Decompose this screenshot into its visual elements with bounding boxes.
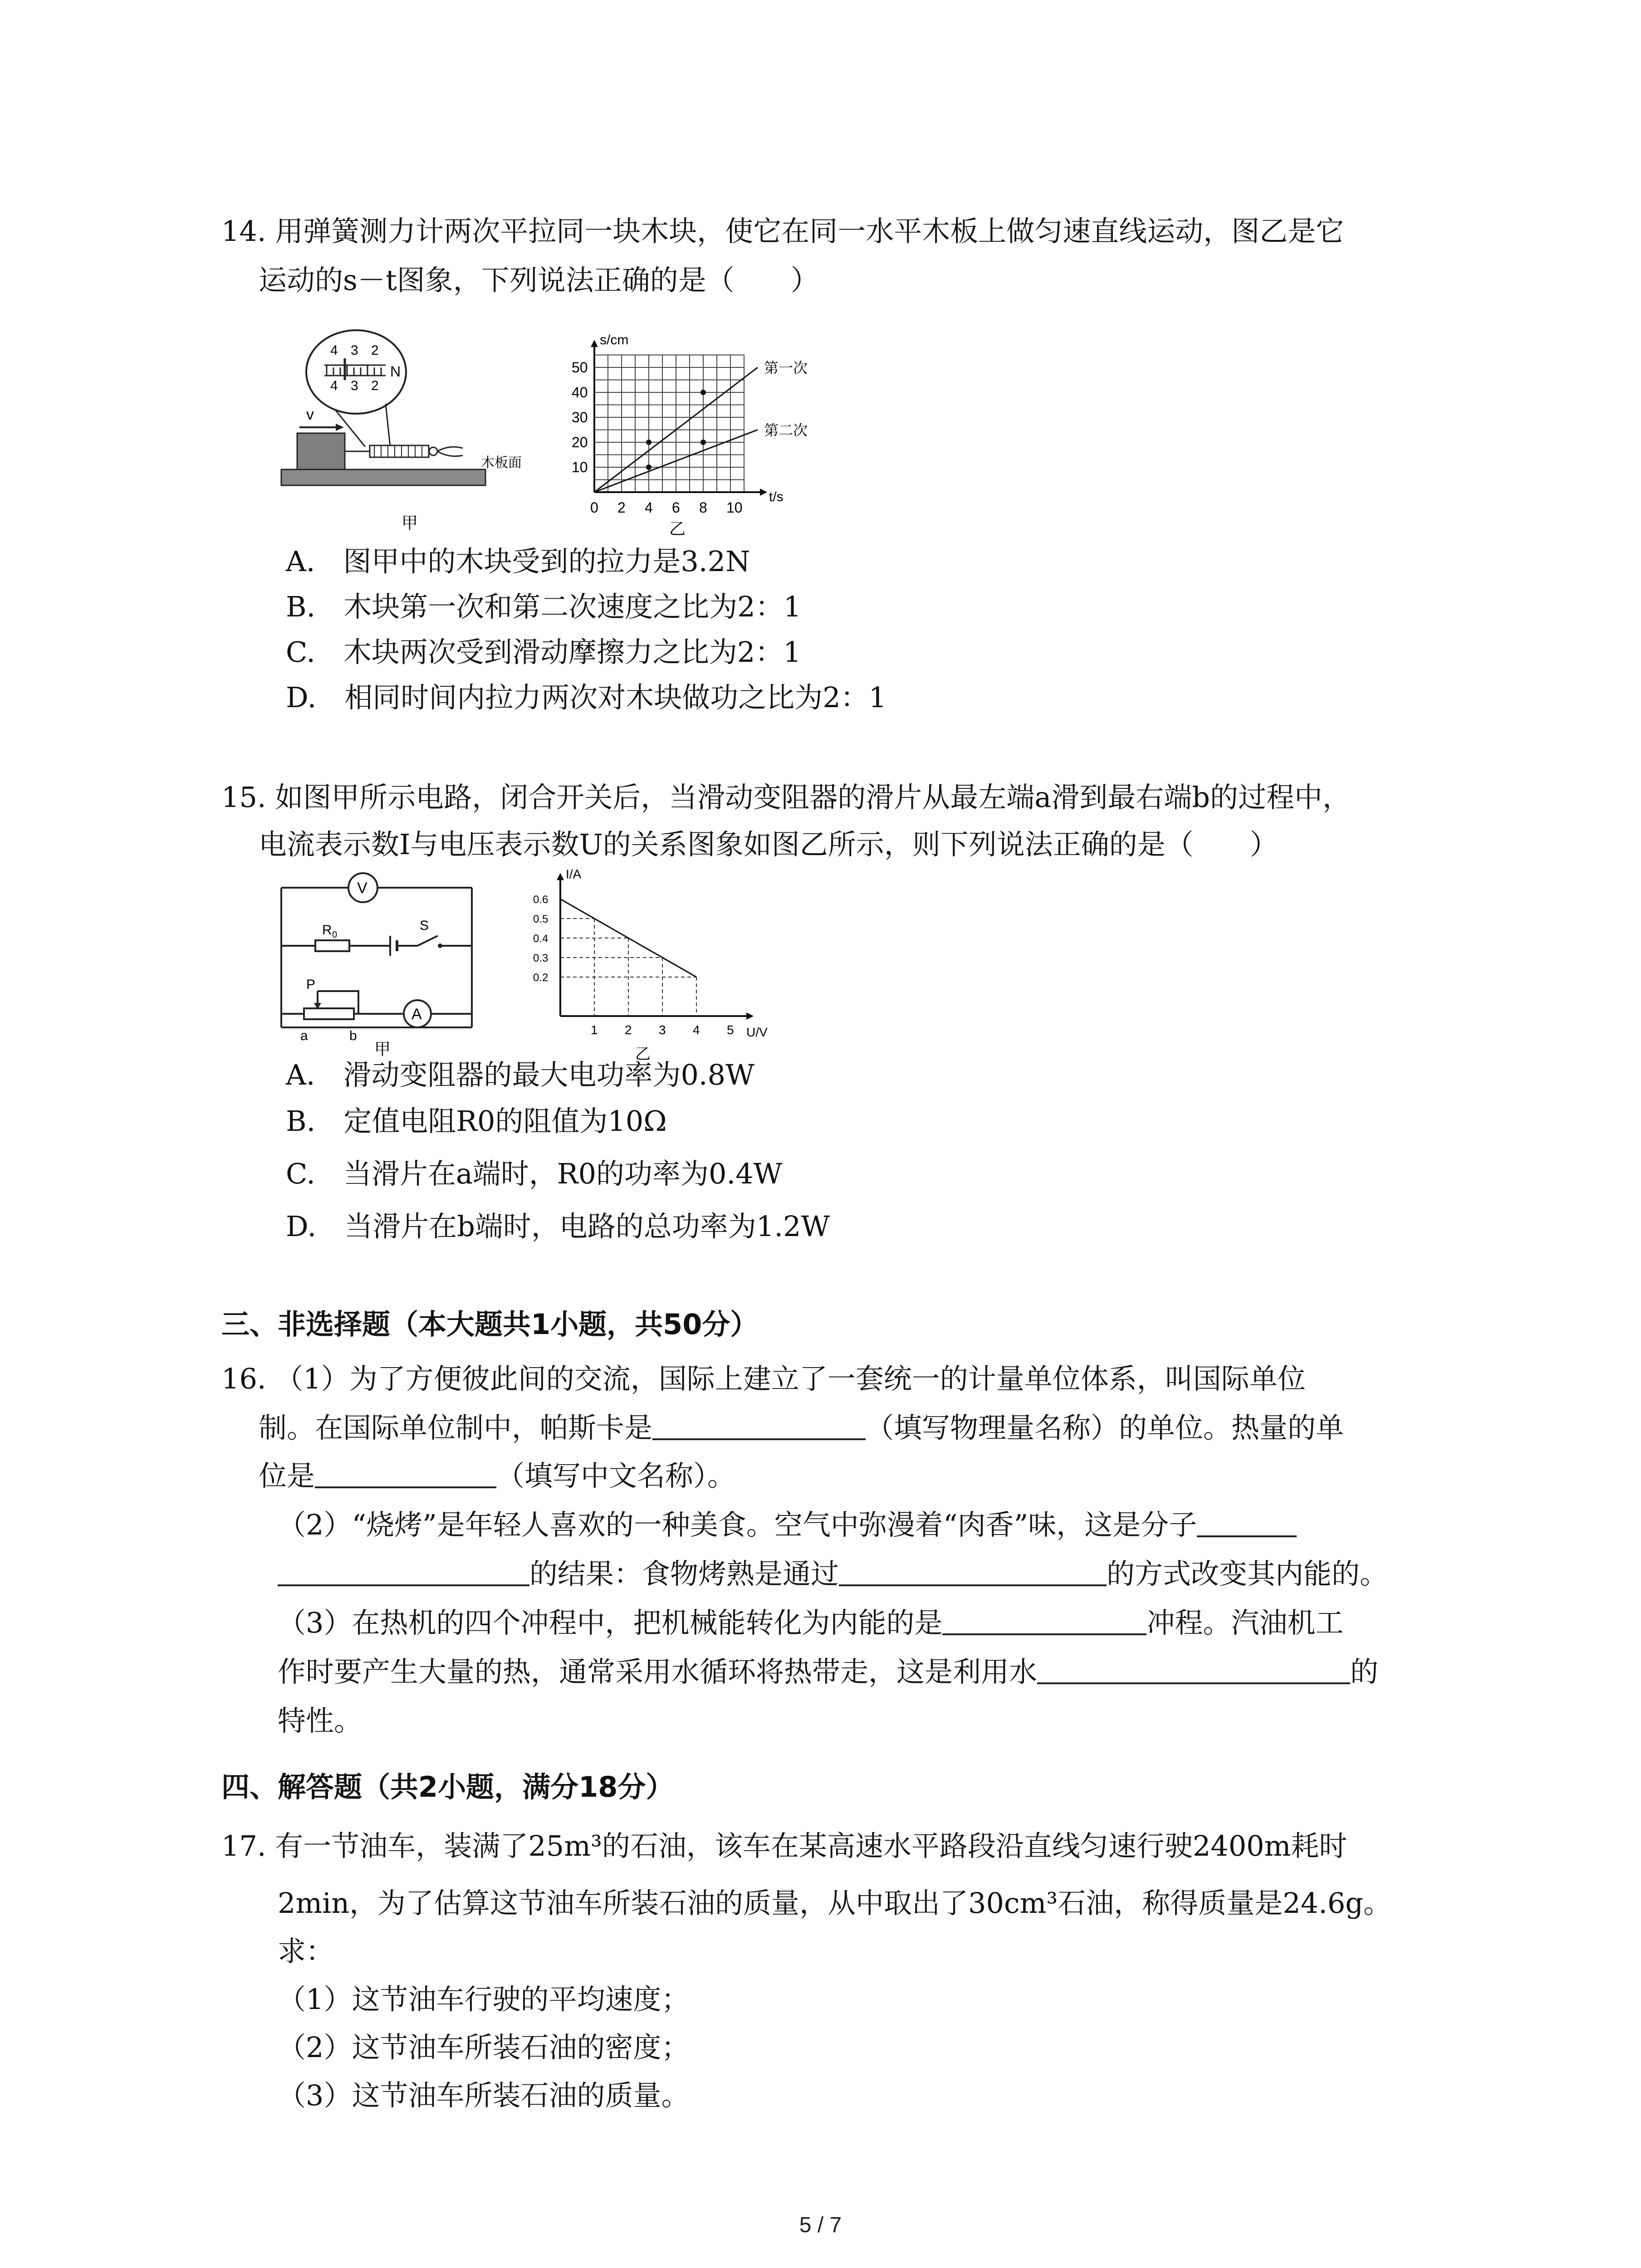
board-label: 木板面 [481,455,522,470]
q15-iu-chart [526,866,768,1063]
y-axis-arrow [591,340,598,347]
q16-blank-3a[interactable] [1197,1507,1297,1537]
x-axis-arrow [746,1012,754,1020]
q16-line6-b: 冲程。汽油机工 [1146,1606,1344,1639]
q17-line5: （2）这节油车所装石油的密度； [278,2031,690,2064]
x-tick-label: 4 [645,499,653,516]
q16-line6 [278,1605,1343,1641]
q17-line6: （3）这节油车所装石油的质量。 [278,2079,690,2112]
y-tick-label: 20 [572,434,588,450]
velocity-label: v [306,406,314,423]
q15-fig-right-caption: 乙 [635,1046,651,1063]
q14-fig-right-caption: 乙 [669,519,686,538]
q17-line2: 2min，为了估算这节油车所装石油的质量，从中取出了30cm³石油，称得质量是24.6g。 [278,1887,1391,1920]
q14-option-d: D. 相同时间内拉力两次对木块做功之比为2：1 [286,681,887,714]
q16-line7-a: 作时要产生大量的热，通常采用水循环将热带走，这是利用水 [278,1655,1038,1688]
y-tick-label: 50 [572,359,588,376]
q15-stem-line1: 15. 如图甲所示电路，闭合开关后，当滑动变阻器的滑片从最左端a滑到最右端b的过程中， [221,781,1351,814]
q15-option-b: B. 定值电阻R0的阻值为10Ω [286,1105,667,1138]
x-tick-label: 8 [699,499,707,516]
q16-line7 [278,1654,1378,1690]
data-point [700,390,706,395]
q16-line5 [278,1556,1388,1592]
q14-stem-line1: 14. 用弹簧测力计两次平拉同一块木块，使它在同一水平木板上做匀速直线运动，图乙是它 [221,215,1344,248]
q16-line1: 16. （1）为了方便彼此间的交流，国际上建立了一套统一的计量单位体系，叫国际单位 [221,1362,1306,1395]
q15-fig-left-caption: 甲 [374,1040,391,1058]
y-tick-label: 30 [572,409,588,425]
scale-bottom-2: 2 [371,378,379,393]
q16-line3 [259,1458,735,1494]
series-label: 第二次 [764,422,808,439]
q16-line4-text: （2）“烧烤”是年轻人喜欢的一种美食。空气中弥漫着“肉香”味，这是分子 [278,1508,1197,1541]
y-axis-label: I/A [566,867,582,881]
q14-option-a: A. 图甲中的木块受到的拉力是3.2N [286,545,750,578]
resistor-subscript: 0 [332,930,338,940]
end-a-label: a [300,1028,308,1043]
q14-option-c: C. 木块两次受到滑动摩擦力之比为2：1 [286,635,801,669]
q16-blank-1[interactable] [652,1410,866,1440]
resistor-label: R [322,923,332,938]
end-b-label: b [349,1028,357,1043]
q16-line5-a: 的结果：食物烤熟是通过 [529,1557,839,1590]
section4-heading: 四、解答题（共2小题，满分18分） [221,1770,674,1804]
q16-blank-3b[interactable] [278,1556,529,1586]
x-tick-label: 2 [625,1023,632,1037]
q17-line1: 17. 有一节油车，装满了25m³的石油，该车在某高速水平路段沿直线匀速行驶2400m耗时 [221,1829,1347,1862]
q14-option-b: B. 木块第一次和第二次速度之比为2：1 [286,590,802,623]
q16-line5-b: 的方式改变其内能的。 [1107,1557,1388,1590]
data-point [646,440,652,445]
q15-circuit-diagram [272,869,485,1059]
x-tick-label: 0 [590,499,598,516]
y-tick-label: 0.3 [533,952,549,964]
q14-stem-line2: 运动的s－t图象，下列说法正确的是（ ） [259,264,819,297]
x-tick-label: 10 [726,499,743,516]
q15-option-d: D. 当滑片在b端时，电路的总功率为1.2W [286,1210,830,1243]
q16-line2-a: 制。在国际单位制中，帕斯卡是 [259,1411,653,1444]
q16-blank-4[interactable] [839,1556,1107,1586]
q16-line3-a: 位是 [259,1459,315,1492]
section3-heading: 三、非选择题（本大题共1小题，共50分） [221,1308,759,1341]
scale-bottom-3: 3 [351,378,358,393]
q16-blank-6[interactable] [1037,1654,1350,1684]
scale-top-2: 2 [371,343,379,358]
q14-fig-left-caption: 甲 [402,513,418,532]
x-tick-label: 5 [727,1023,734,1037]
y-tick-label: 0.5 [533,913,549,925]
voltmeter-label: V [357,880,367,897]
q16-line6-a: （3）在热机的四个冲程中，把机械能转化为内能的是 [278,1606,943,1639]
x-axis-label: t/s [769,489,784,504]
q15-option-c: C. 当滑片在a端时，R0的功率为0.4W [286,1157,783,1190]
q16-line4 [278,1507,1297,1543]
y-axis-label: s/cm [600,332,629,347]
x-tick-label: 4 [693,1023,700,1037]
q15-stem-line2: 电流表示数I与电压表示数U的关系图象如图乙所示，则下列说法正确的是（ ） [259,828,1278,861]
x-tick-label: 6 [672,499,680,516]
q16-line8: 特性。 [278,1704,362,1737]
y-tick-label: 40 [572,384,588,401]
y-tick-label: 0.6 [533,894,549,906]
slider-label: P [306,977,316,992]
q16-line7-b: 的 [1350,1655,1379,1688]
scale-unit: N [390,363,401,380]
q16-blank-5[interactable] [942,1605,1146,1635]
data-point [646,464,652,470]
x-tick-label: 2 [617,499,626,516]
q14-st-chart [563,313,817,540]
q17-line4: （1）这节油车行驶的平均速度； [278,1983,690,2016]
series-label: 第一次 [764,360,808,376]
q16-blank-2[interactable] [315,1458,496,1488]
scale-top-3: 3 [351,343,358,358]
q17-line3: 求： [278,1935,334,1968]
x-axis-label: U/V [746,1025,768,1039]
q14-figure-spring-scale [277,322,540,535]
y-axis-arrow [557,873,564,880]
q16-line2 [259,1410,1344,1446]
q15-option-a: A. 滑动变阻器的最大电功率为0.8W [286,1058,754,1091]
x-tick-label: 1 [591,1023,598,1037]
page-number: 5 / 7 [799,2213,842,2237]
x-tick-label: 3 [659,1023,666,1037]
y-tick-label: 0.2 [533,972,549,984]
y-tick-label: 0.4 [533,933,549,945]
data-point [700,440,706,445]
ammeter-label: A [411,1006,422,1023]
q16-line2-b: （填写物理量名称）的单位。热量的单 [866,1411,1344,1444]
x-axis-arrow [760,489,767,496]
y-tick-label: 10 [572,459,588,475]
switch-label: S [420,918,429,933]
scale-bottom-4: 4 [330,378,338,393]
q16-line3-b: （填写中文名称）。 [496,1459,736,1492]
scale-top-4: 4 [330,343,338,358]
